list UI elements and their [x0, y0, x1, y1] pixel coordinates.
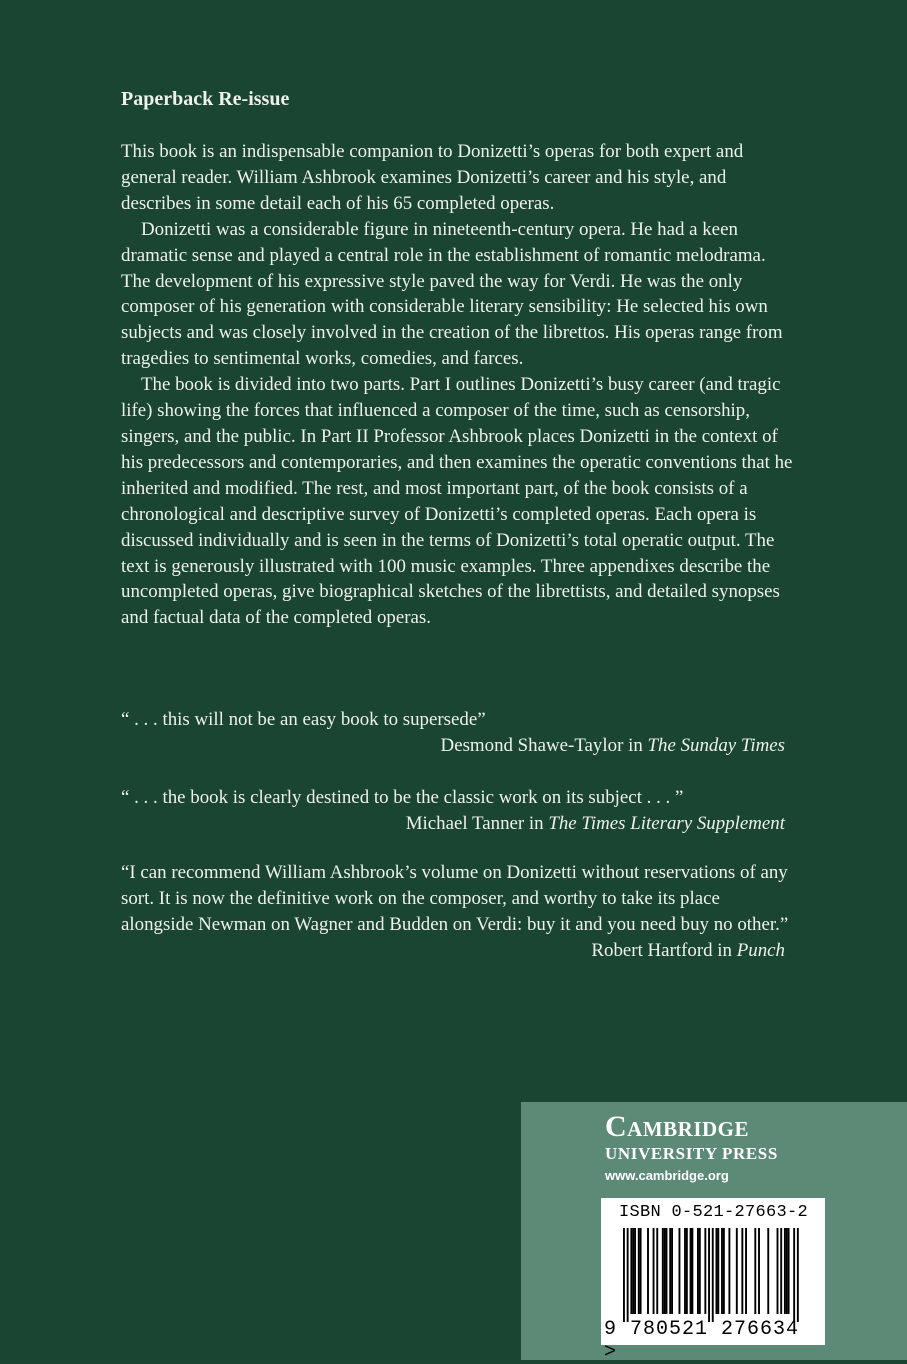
barcode-bar: [690, 1228, 692, 1314]
quote-attribution: [121, 733, 793, 759]
review-quote-2: [121, 785, 793, 837]
barcode-bar: [640, 1228, 642, 1314]
barcode-bar: [717, 1228, 719, 1314]
barcode-bar: [627, 1228, 629, 1322]
barcode-bar: [716, 1228, 718, 1314]
quote-text: “ . . . this will not be an easy book to supersede”: [121, 709, 486, 730]
review-quote-1: [121, 707, 793, 759]
book-description: [121, 139, 793, 631]
quote-attribution: [121, 811, 793, 837]
barcode-bar: [797, 1228, 799, 1322]
quote-author: Michael Tanner in: [405, 812, 549, 834]
barcode-bar: [793, 1228, 795, 1322]
quote-author: Desmond Shawe-Taylor in: [440, 734, 648, 756]
barcode-bar: [745, 1228, 747, 1314]
ean-number: 9 780521 276634 >: [604, 1318, 800, 1364]
barcode-bar: [788, 1228, 790, 1314]
quote-source: The Sunday Times: [647, 734, 785, 756]
barcode-bar: [697, 1228, 699, 1314]
quote-attribution: [121, 938, 793, 964]
barcode-bar: [784, 1228, 786, 1314]
barcode-bar: [679, 1228, 681, 1314]
barcode-bar: [741, 1228, 743, 1314]
barcode-bar: [623, 1228, 625, 1322]
barcode-bar: [699, 1228, 701, 1314]
publisher-name: Cambridge: [605, 1110, 750, 1143]
barcode-bar: [647, 1228, 649, 1314]
barcode-bar: [684, 1228, 686, 1314]
barcode-bar: [704, 1228, 706, 1314]
barcode-bar: [656, 1228, 658, 1314]
barcode-bar: [712, 1228, 714, 1322]
barcode-bar: [754, 1228, 756, 1314]
barcode-bar: [777, 1228, 779, 1314]
barcode-bar: [653, 1228, 655, 1314]
barcode-label: [601, 1198, 825, 1364]
barcode-bar: [664, 1228, 666, 1314]
barcode-bar: [638, 1228, 640, 1314]
barcode-bar: [686, 1228, 688, 1314]
barcode-bar: [780, 1228, 782, 1314]
barcode-bar: [786, 1228, 788, 1314]
barcode-image: [609, 1228, 817, 1322]
review-quote-3: [121, 860, 793, 964]
quote-source: Punch: [736, 939, 785, 961]
barcode-bar: [630, 1228, 632, 1314]
barcode-bar: [767, 1228, 769, 1314]
quote-text: “I can recommend William Ashbrook’s volume on Donizetti without reservations of any sort. It is now the definitive work on the composer, and worthy to take its place alongside Newman on Wagner and Budden on Verdi: buy it and you need buy no other.”: [121, 862, 789, 935]
barcode-bar: [708, 1228, 710, 1322]
quote-text: “ . . . the book is clearly destined to be the classic work on its subject . . . ”: [121, 787, 684, 808]
barcode-bar: [669, 1228, 671, 1314]
description-paragraph-3: The book is divided into two parts. Part I outlines Donizetti’s busy career (and tragic life) showing the forces that influenced a composer of the time, such as censorship, singers, and the public. In Part II Professor Ashbrook places Donizetti in the context of his predecessors and contemporaries, and then examines the operatic conventions that he inherited and modified. The rest, and most important part, of the book consists of a chronological and descriptive survey of Donizetti’s completed operas. Each opera is discussed individually and is seen in the terms of Donizetti’s total operatic output. The text is generously illustrated with 100 music examples. Three appendixes describe the uncompleted operas, give biographical sketches of the librettists, and detailed synopses and factual data of the completed operas.: [121, 374, 793, 629]
barcode-bar: [671, 1228, 673, 1314]
quote-source: The Times Literary Supplement: [548, 812, 785, 834]
barcode-bar: [758, 1228, 760, 1314]
description-paragraph-1: This book is an indispensable companion to Donizetti’s operas for both expert and general reader. William Ashbrook examines Donizetti’s career and his style, and describes in some detail each of his 65 completed operas.: [121, 141, 744, 214]
publisher-panel: [521, 1102, 907, 1364]
barcode-bar: [736, 1228, 738, 1314]
barcode-bar: [662, 1228, 664, 1314]
barcode-bar: [691, 1228, 693, 1314]
section-heading: Paperback Re-issue: [121, 88, 290, 110]
publisher-subtitle: UNIVERSITY PRESS: [605, 1144, 778, 1163]
isbn-number: ISBN 0-521-27663-2: [619, 1203, 809, 1222]
publisher-url: www.cambridge.org: [605, 1168, 729, 1183]
description-paragraph-2: Donizetti was a considerable figure in nineteenth-century opera. He had a keen dramatic sense and played a central role in the establishment of romantic melodrama. The development of his expressive style paved the way for Verdi. He was the only composer of his generation with considerable literary sensibility: He selected his own subjects and was closely involved in the creation of the librettos. His operas range from tragedies to sentimental works, comedies, and farces.: [121, 218, 783, 370]
barcode-bar: [632, 1228, 634, 1314]
barcode-bar: [728, 1228, 730, 1314]
barcode-bar: [721, 1228, 723, 1314]
barcode-bar: [723, 1228, 725, 1314]
barcode-bar: [634, 1228, 636, 1314]
barcode-bar: [666, 1228, 668, 1314]
quote-author: Robert Hartford in: [591, 939, 737, 961]
